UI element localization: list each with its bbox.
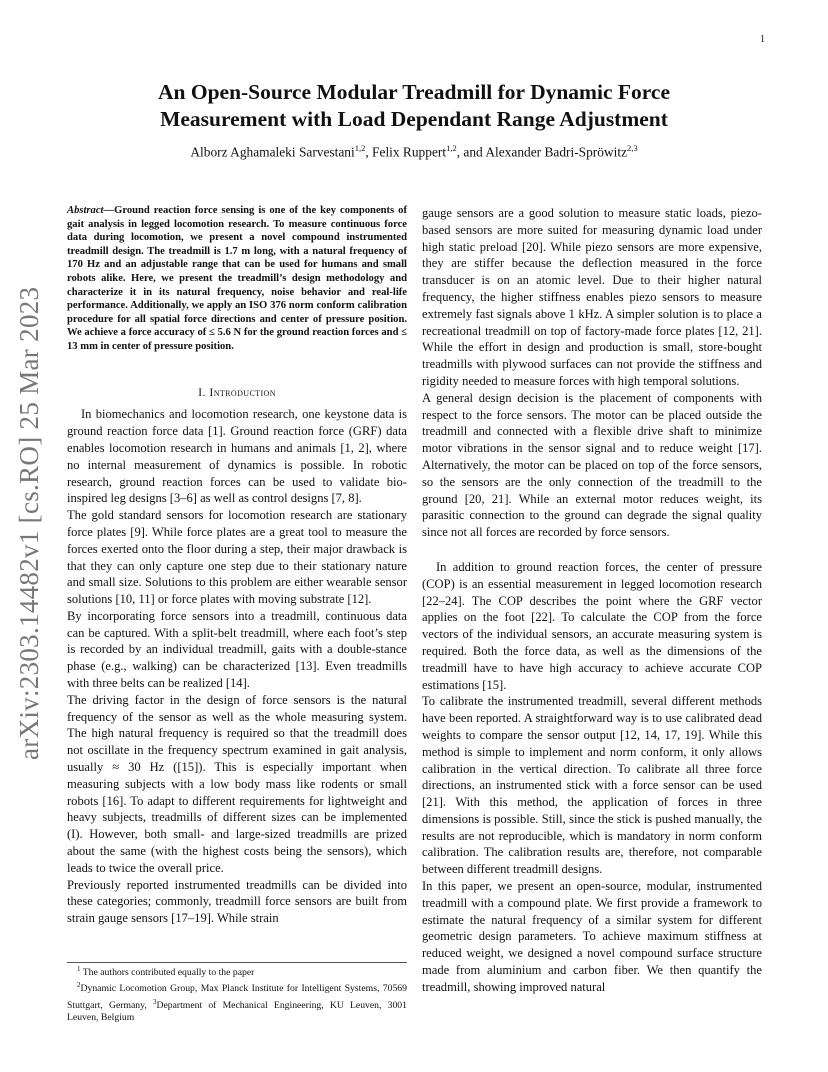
footnote-3-text: Department of Mechanical Engineering, KU Leuven, 3001 Leuven, Belgium: [67, 1000, 407, 1024]
footnote-1: [67, 963, 407, 979]
title-line-1: An Open-Source Modular Treadmill for Dynamic Force: [157, 80, 670, 104]
section-title: Introduction: [209, 384, 276, 399]
paragraph-gap: [422, 541, 762, 559]
right-paragraph-2: A general design decision is the placement of components with respect to the force sensors. The motor can be placed outside the treadmill and connected with a flexible drive shaft to minimize motor vibrations in the sensor signal and to reduce weight [17]. Alternatively, the motor can be placed on top of the force sensors, so the sensors are the only connection of the treadmill to the ground [20, 21]. While an external motor reduces weight, its parasitic connection to the ground can degrade the signal quality since not all forces are recorded by force sensors.: [422, 390, 762, 540]
title-line-2: Measurement with Load Dependant Range Adjustment: [160, 107, 668, 131]
author-2: , Felix Ruppert: [365, 144, 447, 160]
section-heading-introduction: [67, 384, 407, 401]
page-number: 1: [760, 34, 765, 45]
right-column: [422, 205, 762, 996]
intro-paragraph-3: By incorporating force sensors into a treadmill, continuous data can be captured. With a split-belt treadmill, where each foot’s step is recorded by an individual treadmill, gaits with a double-stance phase (e.g., walking) can be characterized [13]. Even treadmills with three belts can be realized [14].: [67, 608, 407, 691]
footnote-1-mark: 1: [77, 965, 81, 973]
footnote-3-mark: 3: [152, 997, 157, 1006]
left-column: [67, 204, 407, 927]
author-1-affiliation: 1,2: [354, 143, 366, 153]
intro-paragraph-2: The gold standard sensors for locomotion research are stationary force plates [9]. While force plates are a great tool to measure the forces exerted onto the floor during a step, their major drawback is that they can only capture one step due to their stationary nature and small size. Solutions to this problem are either wearable sensor solutions [10, 11] or force plates with moving substrate [12].: [67, 508, 407, 607]
intro-paragraph-1: In biomechanics and locomotion research, one keystone data is ground reaction force data [1]. Ground reaction force (GRF) data enables locomotion research in humans and animals [1, 2], where no internal measurement of dynamics is possible. In robotic research, ground reaction forces can be used to validate bio-inspired leg designs [3–6] as well as control designs [7, 8].: [67, 407, 407, 506]
abstract-label: Abstract: [67, 205, 104, 216]
author-list: [70, 143, 758, 160]
author-2-affiliation: 1,2: [446, 143, 457, 153]
footnote-1-text: The authors contributed equally to the paper: [82, 967, 255, 979]
right-paragraph-3: In addition to ground reaction forces, the center of pressure (COP) is an essential measurement in legged locomotion research [22–24]. The COP describes the point where the GRF vector applies on the foot [22]. To calculate the COP from the force vectors of the individual sensors, an accurate measuring system is required. Both the force data, as well as the dimensions of the treadmill have to have high accuracy to achieve accurate COP estimations [15].: [422, 559, 762, 692]
paper-title: [70, 79, 758, 133]
abstract-text: —Ground reaction force sensing is one of the key components of gait analysis in legged locomotion research. To measure continuous force data during locomotion, we present a novel compound instrumented treadmill design. The treadmill is 1.7 m long, with a natural frequency of 170 Hz and an adjustable range that can be used for humans and small robots alike. Here, we present the treadmill’s design methodology and characterize it in its natural frequency, noise behavior and real-life performance. Additionally, we apply an ISO 376 norm conform calibration procedure for all spatial force directions and center of pressure position. We achieve a force accuracy of ≤ 5.6 N for the ground reaction forces and ≤ 13 mm in center of pressure position.: [67, 205, 407, 352]
footnotes: [67, 962, 407, 1025]
intro-paragraph-5: Previously reported instrumented treadmills can be divided into these categories; commonly, treadmill force sensors are built from strain gauge sensors [17–19]. While strain: [67, 877, 407, 926]
right-paragraph-4: To calibrate the instrumented treadmill, several different methods have been reported. A straightforward way is to use calibrated dead weights to compare the sensor output [12, 14, 17, 19]. While this method is simple to implement and norm conform, it only allows calibration in the vertical direction. To calibrate all three force directions, an instrumented stick with a force sensor can be used [21]. With this method, the application of forces in three dimensions is possible. Still, since the stick is pushed manually, the results are not reproducible, which is mandatory in norm conform calibration. The calibration results are, therefore, not comparable between different treadmill designs.: [422, 694, 762, 877]
author-1: Alborz Aghamaleki Sarvestani: [190, 144, 355, 160]
author-3: , and Alexander Badri-Spröwitz: [456, 144, 628, 160]
right-paragraph-5: In this paper, we present an open-source, modular, instrumented treadmill with a compound plate. We first provide a framework to estimate the natural frequency of a similar system for different geometric design parameters. To achieve maximum stiffness at reduced weight, we designed a novel compound surface structure made from aluminium and carbon fiber. We then quantify the treadmill, showing improved natural: [422, 879, 762, 994]
footnote-2-text: Dynamic Locomotion Group, Max Planck Institute for Intelligent Systems, 70569 Stuttgart, Germany,: [67, 983, 407, 1012]
arxiv-stamp: arXiv:2303.14482v1 [cs.RO] 25 Mar 2023: [14, 286, 44, 760]
right-paragraph-1: gauge sensors are a good solution to measure static loads, piezo-based sensors are more suited for measuring dynamic load under high static preload [20]. While piezo sensors are more expensive, they are stiffer because the deflection measured in the force transducer is on an atomic level. Due to their higher natural frequency, the higher stiffness enables piezo sensors to measure extremely fast signals above 1 kHz. A simpler solution is to place a recreational treadmill on top of factory-made force plates [12, 21]. While the effort in design and production is small, store-bought treadmills with plywood surfaces can not provide the stiffness and rigidity needed to measure forces with high temporal solutions.: [422, 206, 762, 388]
intro-paragraph-4: The driving factor in the design of force sensors is the natural frequency of the sensor as well as the whole measuring system. The high natural frequency is required so that the treadmill does not oscillate in the frequency spectrum examined in gait analysis, usually ≈ 30 Hz ([15]). This is especially important when measuring subjects with a low body mass like rodents or small robots [16]. To adapt to different requirements for lightweight and heavy subjects, treadmills of different sizes can be implemented (I). However, both small- and large-sized treadmills are prized about the same (with the highest costs being the sensors), which leads to twice the overall price.: [67, 692, 407, 875]
section-number: I.: [198, 384, 210, 399]
footnote-2: [67, 979, 407, 1024]
abstract: [67, 204, 407, 354]
footnote-2-mark: 2: [77, 981, 81, 990]
author-3-affiliation: 2,3: [627, 143, 638, 153]
